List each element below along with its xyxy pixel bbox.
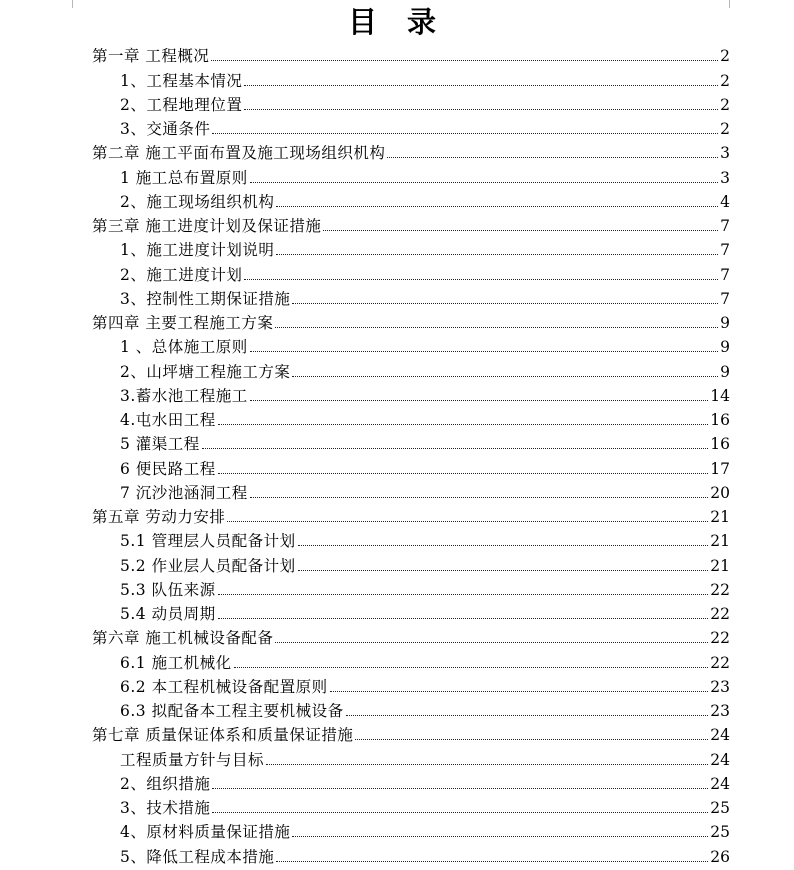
toc-section-entry[interactable] xyxy=(92,67,730,91)
toc-section-entry[interactable] xyxy=(92,601,730,625)
toc-page-number: 23 xyxy=(710,677,730,696)
toc-page-number: 22 xyxy=(710,629,730,648)
toc-page-number: 16 xyxy=(710,411,730,429)
toc-leader-dots xyxy=(298,545,709,546)
toc-page-number: 24 xyxy=(710,774,730,793)
toc-page-number: 22 xyxy=(710,580,730,599)
toc-entry-label: 6 便民路工程 xyxy=(120,459,216,478)
toc-entry-label: 7 沉沙池涵洞工程 xyxy=(120,483,248,502)
toc-page-number: 22 xyxy=(710,605,730,623)
toc-page-number: 2 xyxy=(720,120,730,138)
toc-section-entry[interactable] xyxy=(92,92,730,116)
toc-page-number: 2 xyxy=(720,71,730,90)
toc-leader-dots xyxy=(244,85,718,86)
toc-entry-label: 1 、总体施工原则 xyxy=(120,338,248,357)
toc-page-number: 20 xyxy=(710,483,730,502)
toc-leader-dots xyxy=(218,473,708,474)
toc-entry-label: 3.蓄水池工程施工 xyxy=(120,386,248,405)
toc-section-entry[interactable] xyxy=(92,674,730,698)
toc-leader-dots xyxy=(212,133,718,134)
toc-leader-dots xyxy=(292,303,718,304)
toc-page-number: 21 xyxy=(710,508,730,526)
toc-entry-label: 2、施工现场组织机构 xyxy=(120,192,275,211)
toc-leader-dots xyxy=(244,279,718,280)
toc-entry-label: 1、工程基本情况 xyxy=(120,71,243,90)
toc-leader-dots xyxy=(276,861,708,862)
toc-leader-dots xyxy=(234,667,709,668)
toc-entry-label: 1 施工总布置原则 xyxy=(120,168,248,187)
toc-entry-label: 3、交通条件 xyxy=(120,120,211,138)
toc-page-number: 21 xyxy=(710,532,730,551)
toc-page-number: 3 xyxy=(720,144,730,163)
toc-leader-dots xyxy=(250,497,708,498)
toc-entry-label: 1、施工进度计划说明 xyxy=(120,241,275,260)
toc-entry-label: 3、技术措施 xyxy=(120,799,211,817)
toc-section-entry[interactable] xyxy=(92,358,730,382)
toc-entry-label: 6.2 本工程机械设备配置原则 xyxy=(120,677,328,696)
toc-section-entry[interactable] xyxy=(92,334,730,358)
toc-page-number: 26 xyxy=(710,847,730,866)
toc-entry-label: 工程质量方针与目标 xyxy=(120,750,265,769)
toc-entry-label: 2、施工进度计划 xyxy=(120,265,243,284)
toc-entry-label: 第三章 施工进度计划及保证措施 xyxy=(92,217,322,235)
toc-page-number: 9 xyxy=(720,362,730,381)
toc-page-number: 21 xyxy=(710,556,730,575)
toc-entry-label: 3、控制性工期保证措施 xyxy=(120,289,291,308)
toc-page-number: 23 xyxy=(710,702,730,720)
toc-section-entry[interactable] xyxy=(92,116,730,140)
toc-leader-dots xyxy=(211,60,718,61)
toc-chapter-entry[interactable] xyxy=(92,310,730,334)
toc-entry-label: 第一章 工程概况 xyxy=(92,47,210,66)
toc-section-entry[interactable] xyxy=(92,552,730,576)
toc-entry-label: 5、降低工程成本措施 xyxy=(120,847,275,866)
toc-entry-label: 4、原材料质量保证措施 xyxy=(120,823,291,842)
toc-page-number: 25 xyxy=(710,823,730,842)
toc-entry-label: 第二章 施工平面布置及施工现场组织机构 xyxy=(92,144,386,163)
toc-page-number: 4 xyxy=(720,192,730,211)
toc-leader-dots xyxy=(202,448,708,449)
toc-chapter-entry[interactable] xyxy=(92,213,730,237)
toc-page-number: 7 xyxy=(720,289,730,308)
table-of-contents xyxy=(92,43,730,868)
toc-page-number: 3 xyxy=(720,168,730,187)
toc-entry-label: 第六章 施工机械设备配备 xyxy=(92,629,274,648)
toc-entry-label: 5.1 管理层人员配备计划 xyxy=(120,532,296,551)
toc-leader-dots xyxy=(227,521,708,522)
toc-chapter-entry[interactable] xyxy=(92,43,730,67)
toc-leader-dots xyxy=(212,788,708,789)
toc-entry-label: 2、组织措施 xyxy=(120,774,211,793)
toc-chapter-entry[interactable] xyxy=(92,504,730,528)
toc-entry-label: 第四章 主要工程施工方案 xyxy=(92,314,274,332)
toc-section-entry[interactable] xyxy=(92,407,730,431)
toc-section-entry[interactable] xyxy=(92,795,730,819)
toc-chapter-entry[interactable] xyxy=(92,140,730,164)
toc-section-entry[interactable] xyxy=(92,455,730,479)
toc-entry-label: 5.4 动员周期 xyxy=(120,605,216,623)
toc-section-entry[interactable] xyxy=(92,164,730,188)
toc-page-number: 2 xyxy=(720,95,730,114)
toc-section-entry[interactable] xyxy=(92,746,730,770)
toc-page-number: 7 xyxy=(720,265,730,284)
toc-leader-dots xyxy=(323,230,718,231)
toc-leader-dots xyxy=(298,570,709,571)
toc-section-entry[interactable] xyxy=(92,261,730,285)
toc-page-number: 9 xyxy=(720,338,730,357)
toc-leader-dots xyxy=(218,424,708,425)
toc-section-entry[interactable] xyxy=(92,383,730,407)
toc-page-number: 25 xyxy=(710,799,730,817)
toc-leader-dots xyxy=(276,254,718,255)
toc-leader-dots xyxy=(218,594,709,595)
toc-leader-dots xyxy=(250,182,718,183)
toc-page-number: 22 xyxy=(710,653,730,672)
toc-section-entry[interactable] xyxy=(92,649,730,673)
toc-page-number: 14 xyxy=(710,386,730,405)
toc-entry-label: 4.屯水田工程 xyxy=(120,411,216,429)
toc-entry-label: 2、山坪塘工程施工方案 xyxy=(120,362,291,381)
toc-page-number: 2 xyxy=(720,47,730,66)
toc-chapter-entry[interactable] xyxy=(92,722,730,746)
toc-section-entry[interactable] xyxy=(92,771,730,795)
toc-page-number: 7 xyxy=(720,241,730,260)
toc-section-entry[interactable] xyxy=(92,577,730,601)
toc-leader-dots xyxy=(250,400,708,401)
toc-entry-label: 第七章 质量保证体系和质量保证措施 xyxy=(92,726,354,745)
toc-page-number: 17 xyxy=(710,459,730,478)
toc-section-entry[interactable] xyxy=(92,189,730,213)
toc-leader-dots xyxy=(292,376,718,377)
toc-leader-dots xyxy=(355,739,708,740)
toc-leader-dots xyxy=(244,109,718,110)
toc-page-number: 24 xyxy=(710,726,730,745)
toc-leader-dots xyxy=(275,642,708,643)
toc-entry-label: 5.3 队伍来源 xyxy=(120,580,216,599)
toc-page-number: 16 xyxy=(710,435,730,454)
toc-entry-label: 6.3 拟配备本工程主要机械设备 xyxy=(120,702,344,720)
toc-entry-label: 5.2 作业层人员配备计划 xyxy=(120,556,296,575)
toc-section-entry[interactable] xyxy=(92,480,730,504)
toc-leader-dots xyxy=(330,691,709,692)
toc-page-number: 9 xyxy=(720,314,730,332)
toc-section-entry[interactable] xyxy=(92,286,730,310)
toc-section-entry[interactable] xyxy=(92,237,730,261)
toc-entry-label: 2、工程地理位置 xyxy=(120,95,243,114)
toc-section-entry[interactable] xyxy=(92,698,730,722)
toc-leader-dots xyxy=(212,812,708,813)
toc-entry-label: 5 灌渠工程 xyxy=(120,435,200,454)
toc-section-entry[interactable] xyxy=(92,843,730,867)
toc-leader-dots xyxy=(250,351,718,352)
toc-section-entry[interactable] xyxy=(92,528,730,552)
toc-page-number: 24 xyxy=(710,750,730,769)
toc-leader-dots xyxy=(218,618,709,619)
toc-page-number: 7 xyxy=(720,217,730,235)
toc-leader-dots xyxy=(346,715,709,716)
toc-entry-label: 6.1 施工机械化 xyxy=(120,653,232,672)
toc-chapter-entry[interactable] xyxy=(92,625,730,649)
toc-section-entry[interactable] xyxy=(92,819,730,843)
toc-section-entry[interactable] xyxy=(92,431,730,455)
toc-title: 目 录 xyxy=(347,5,447,39)
toc-leader-dots xyxy=(387,157,718,158)
toc-leader-dots xyxy=(275,327,718,328)
toc-leader-dots xyxy=(292,836,708,837)
toc-leader-dots xyxy=(266,764,708,765)
toc-entry-label: 第五章 劳动力安排 xyxy=(92,508,226,526)
toc-leader-dots xyxy=(276,206,718,207)
